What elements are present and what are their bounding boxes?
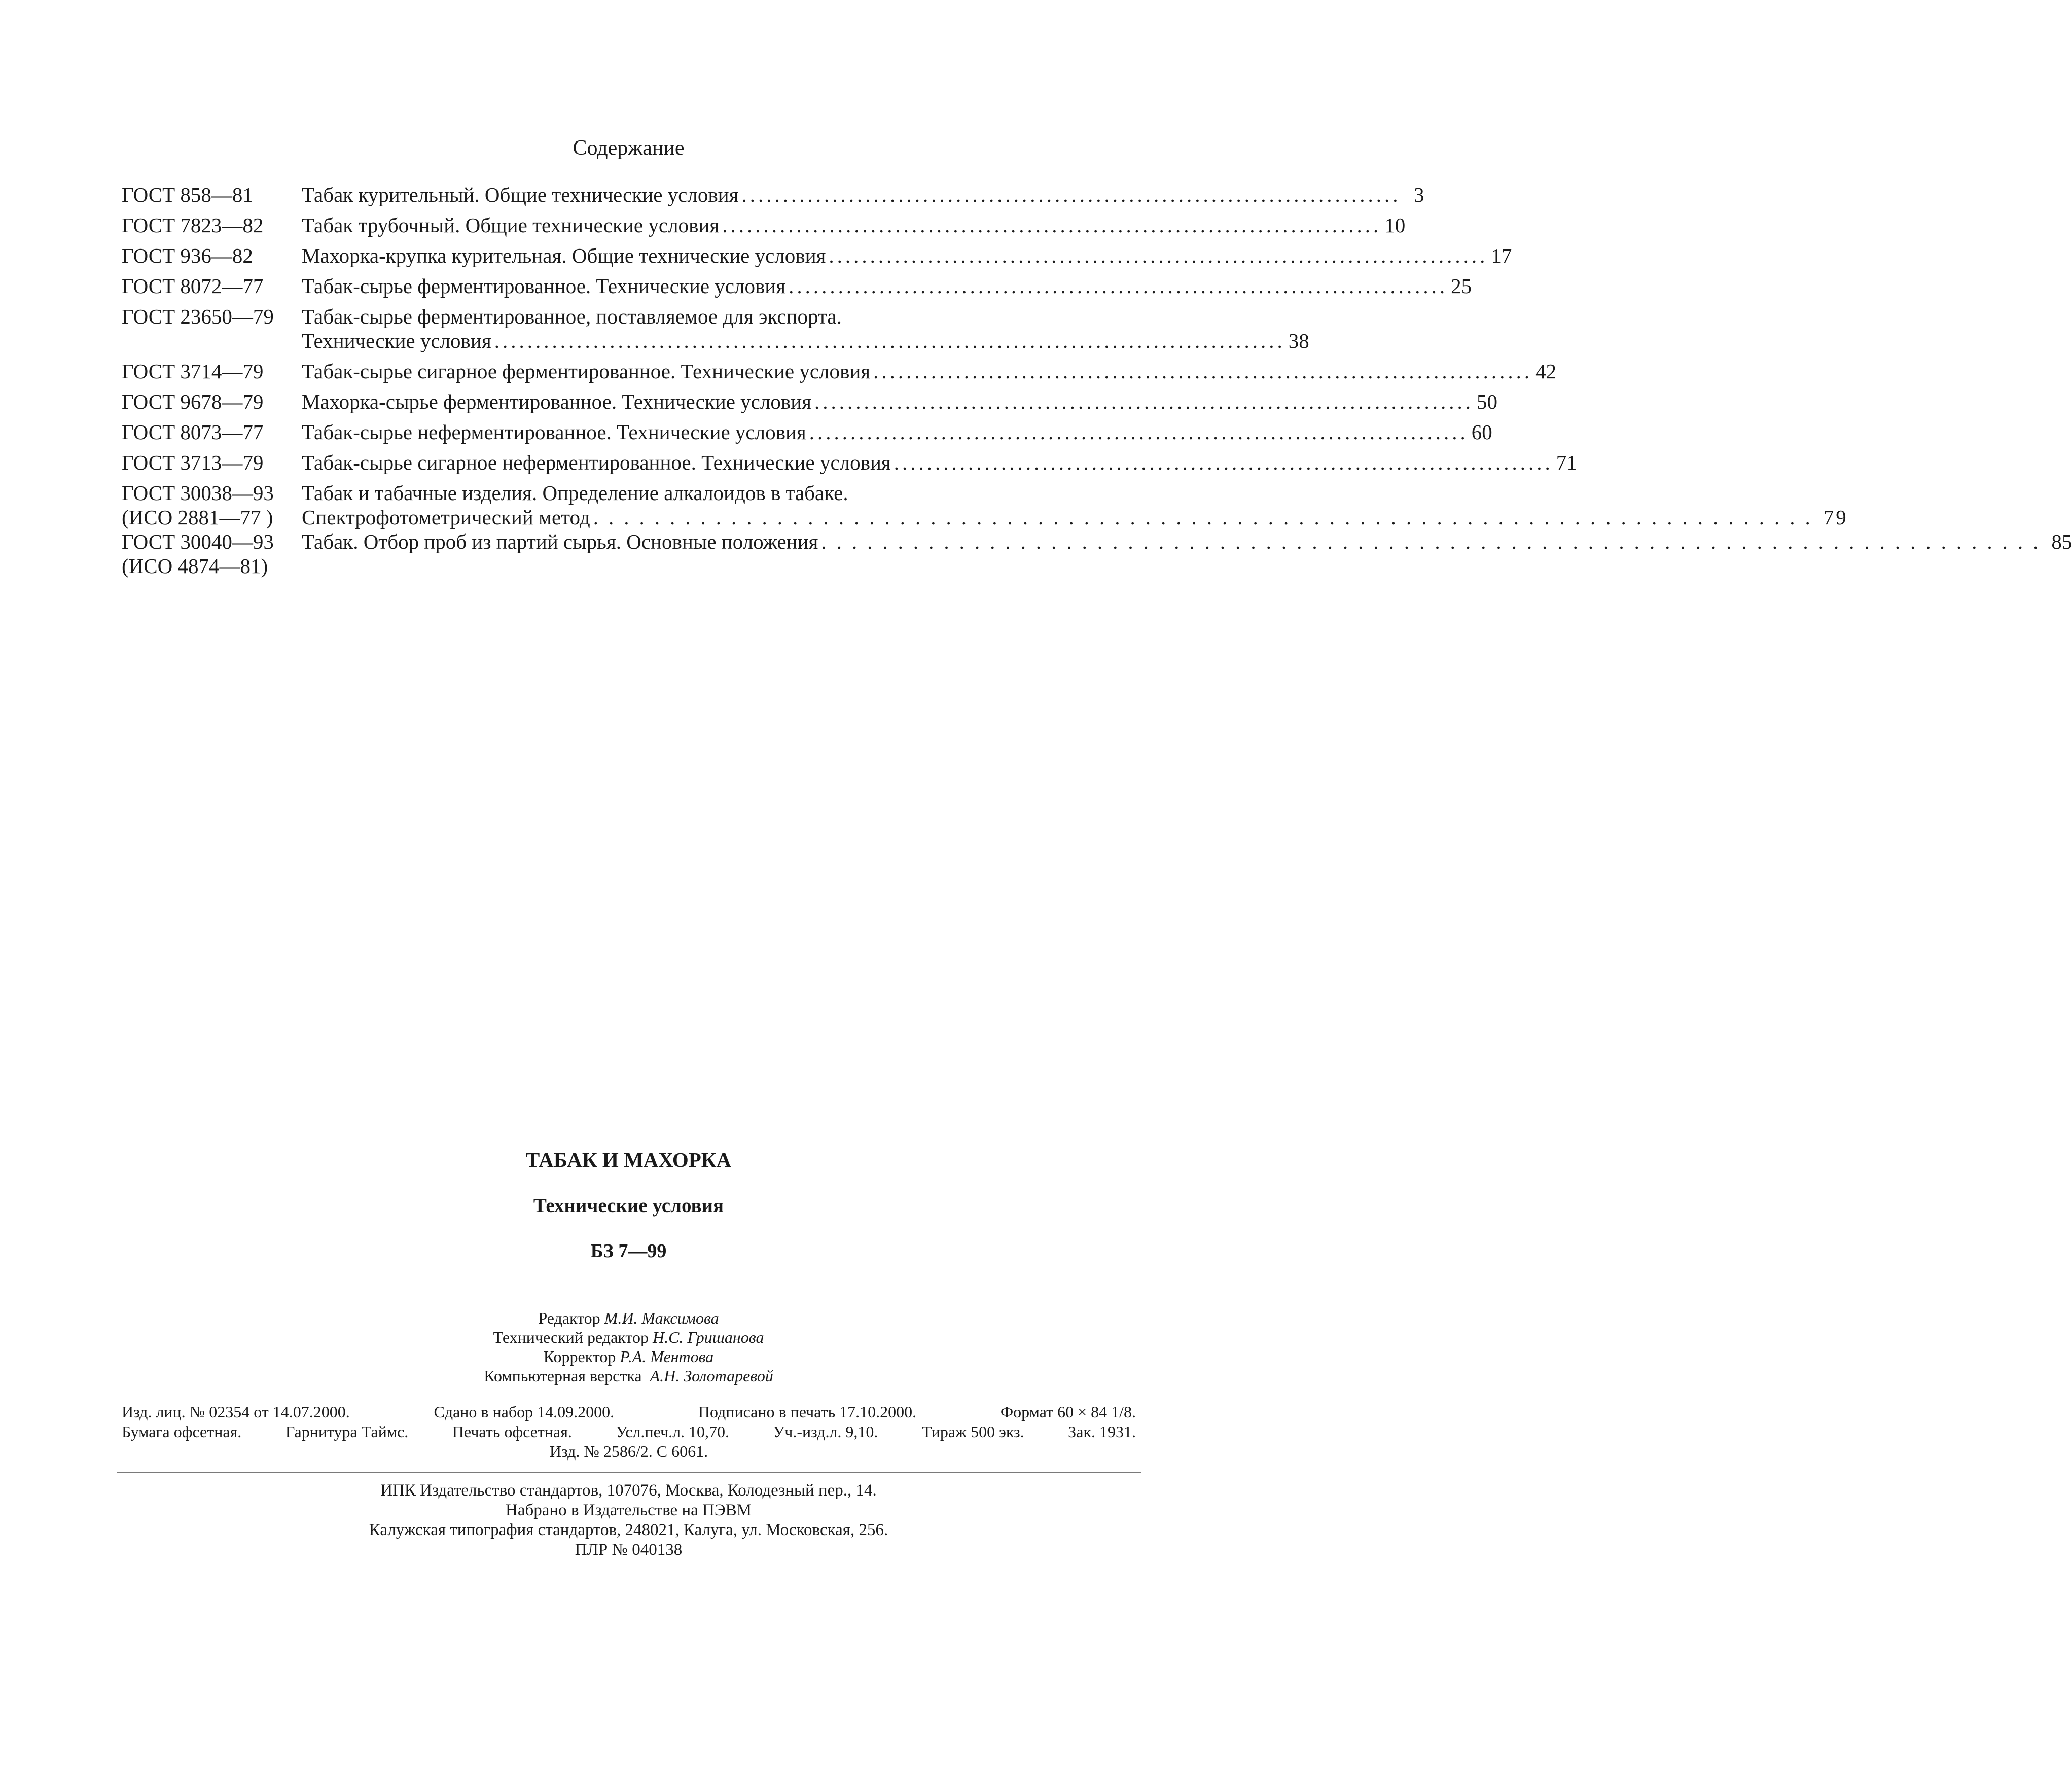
toc-title: Содержание xyxy=(573,136,685,160)
credit-name: Р.А. Ментова xyxy=(620,1347,714,1366)
toc-entry-code xyxy=(122,389,302,414)
imprint-field: Изд. лиц. № 02354 от 14.07.2000. xyxy=(122,1403,350,1421)
imprint-field: Зак. 1931. xyxy=(1068,1422,1136,1441)
toc-code-line: ГОСТ 9678—79 xyxy=(122,390,264,413)
toc-leader: ................................................................................ xyxy=(741,183,1401,206)
toc-leader: ................................................................................ xyxy=(789,274,1448,298)
toc-leader: ................................................................................ xyxy=(814,390,1474,413)
toc-entry-title: Табак. Отбор проб из партий сырья. Основные положения xyxy=(302,530,818,553)
toc-entry-code xyxy=(122,274,302,298)
publication-title: ТАБАК И МАХОРКА xyxy=(525,1148,732,1171)
imprint-field: Печать офсетная. xyxy=(452,1422,572,1441)
toc-entry-title: Табак трубочный. Общие технические условия xyxy=(302,214,720,237)
table-of-contents xyxy=(122,183,2072,584)
credit-line xyxy=(0,1366,1257,1385)
toc-code-line: ГОСТ 858—81 xyxy=(122,183,253,206)
toc-entry xyxy=(122,243,1512,268)
toc-leader: ................................................................................ xyxy=(873,360,1533,383)
toc-entry-code xyxy=(122,481,302,529)
toc-entry-code xyxy=(122,529,302,578)
toc-entry-code xyxy=(122,183,302,207)
toc-entry-page: 60 xyxy=(1471,420,1492,444)
imprint-field: Гарнитура Таймс. xyxy=(285,1422,409,1441)
toc-entry xyxy=(122,420,1492,444)
toc-code-line: ГОСТ 8073—77 xyxy=(122,420,264,444)
toc-leader: ................................................................................ xyxy=(894,451,1553,474)
credit-line xyxy=(0,1328,1257,1347)
credit-name: М.И. Максимова xyxy=(604,1309,719,1327)
toc-leader: ................................................................................ xyxy=(809,420,1469,444)
toc-entry-title: Махорка-сырье ферментированное. Технические условия xyxy=(302,390,812,413)
imprint-line xyxy=(122,1442,1136,1462)
toc-code-line: (ИСО 4874—81) xyxy=(122,554,268,578)
toc-entry xyxy=(122,529,2072,578)
toc-entry-title: Махорка-крупка курительная. Общие технические условия xyxy=(302,244,826,267)
toc-code-line: ГОСТ 3713—79 xyxy=(122,451,264,474)
publication-bz-number: БЗ 7—99 xyxy=(590,1240,667,1262)
credit-role: Корректор xyxy=(543,1347,616,1366)
toc-entry-title: Табак-сырье сигарное неферментированное. Технические условия xyxy=(302,451,891,474)
toc-code-line: ГОСТ 7823—82 xyxy=(122,214,264,237)
toc-entry-page: 38 xyxy=(1288,329,1309,352)
toc-entry-page: 25 xyxy=(1451,274,1472,298)
toc-code-line: ГОСТ 30038—93 xyxy=(122,481,274,505)
imprint-field: Бумага офсетная. xyxy=(122,1422,242,1441)
toc-code-line: ГОСТ 936—82 xyxy=(122,244,253,267)
toc-entry-code xyxy=(122,213,302,237)
toc-leader: ................................................................................ xyxy=(829,244,1488,267)
toc-entry-page: 17 xyxy=(1491,244,1512,267)
credit-role: Компьютерная верстка xyxy=(484,1367,642,1385)
footer-line: ПЛР № 040138 xyxy=(575,1541,683,1559)
toc-entry xyxy=(122,481,1848,529)
footer-line: Калужская типография стандартов, 248021, Калуга, ул. Московская, 256. xyxy=(369,1521,888,1539)
toc-entry-code xyxy=(122,304,302,353)
credits xyxy=(0,1308,1257,1385)
toc-entry-title: Технические условия xyxy=(302,329,491,352)
toc-entry-page: 85 xyxy=(2051,530,2072,553)
toc-entry-page: 42 xyxy=(1535,360,1557,383)
toc-entry-page: 50 xyxy=(1477,390,1498,413)
toc-entry xyxy=(122,450,1577,475)
toc-code-line: (ИСО 2881—77 ) xyxy=(122,506,273,529)
toc-leader: ................................................................................ xyxy=(593,506,1820,529)
toc-entry xyxy=(122,359,1557,383)
imprint xyxy=(122,1402,1136,1462)
publication-subtitle: Технические условия xyxy=(533,1195,724,1217)
toc-code-line: ГОСТ 8072—77 xyxy=(122,274,264,298)
credit-line xyxy=(0,1347,1257,1366)
toc-code-line: ГОСТ 23650—79 xyxy=(122,305,274,328)
toc-code-line: ГОСТ 30040—93 xyxy=(122,530,274,553)
toc-entry-page: 3 xyxy=(1413,183,1424,206)
imprint-field: Изд. № 2586/2. С 6061. xyxy=(549,1442,708,1461)
toc-entry-code xyxy=(122,243,302,268)
toc-entry-title: Табак курительный. Общие технические условия xyxy=(302,183,739,206)
credit-name: Н.С. Гришанова xyxy=(652,1328,764,1346)
toc-leader: ................................................................................ xyxy=(821,530,2049,553)
imprint-field: Уч.-изд.л. 9,10. xyxy=(773,1422,878,1441)
toc-entry-page: 79 xyxy=(1823,506,1848,529)
toc-entry-title: Табак и табачные изделия. Определение алкалоидов в табаке. xyxy=(302,481,848,505)
imprint-field: Подписано в печать 17.10.2000. xyxy=(698,1403,917,1421)
publisher-footer xyxy=(0,1481,1257,1560)
credit-name: А.Н. Золотаревой xyxy=(650,1367,773,1385)
imprint-field: Сдано в набор 14.09.2000. xyxy=(434,1403,615,1421)
credit-role: Технический редактор xyxy=(493,1328,649,1346)
toc-entry xyxy=(122,304,1309,353)
imprint-line xyxy=(122,1422,1136,1442)
imprint-field: Тираж 500 экз. xyxy=(921,1422,1024,1441)
footer-line: Набрано в Издательстве на ПЭВМ xyxy=(506,1501,752,1519)
imprint-field: Усл.печ.л. 10,70. xyxy=(616,1422,730,1441)
toc-entry-page: 71 xyxy=(1556,451,1577,474)
footer-line: ИПК Издательство стандартов, 107076, Москва, Колодезный пер., 14. xyxy=(380,1481,877,1500)
toc-code-line: ГОСТ 3714—79 xyxy=(122,360,264,383)
toc-entry xyxy=(122,213,1406,237)
imprint-field: Формат 60 × 84 1/8. xyxy=(1000,1403,1136,1421)
toc-entry-code xyxy=(122,450,302,475)
toc-entry-title: Табак-сырье ферментированное, поставляемое для экспорта. xyxy=(302,305,842,328)
toc-entry-title: Табак-сырье сигарное ферментированное. Технические условия xyxy=(302,360,871,383)
toc-entry-code xyxy=(122,420,302,444)
toc-entry-code xyxy=(122,359,302,383)
toc-entry-title: Спектрофотометрический метод xyxy=(302,506,590,529)
imprint-line xyxy=(122,1402,1136,1422)
toc-entry-page: 10 xyxy=(1384,214,1406,237)
toc-entry xyxy=(122,274,1472,298)
credit-line xyxy=(0,1308,1257,1328)
toc-leader: ................................................................................ xyxy=(722,214,1382,237)
toc-entry xyxy=(122,183,1424,207)
toc-entry-title: Табак-сырье ферментированное. Технические условия xyxy=(302,274,786,298)
credit-role: Редактор xyxy=(538,1309,600,1327)
toc-entry xyxy=(122,389,1498,414)
divider xyxy=(117,1472,1141,1473)
toc-entry-title: Табак-сырье неферментированное. Технические условия xyxy=(302,420,806,444)
toc-leader: ................................................................................................ xyxy=(494,329,1285,352)
